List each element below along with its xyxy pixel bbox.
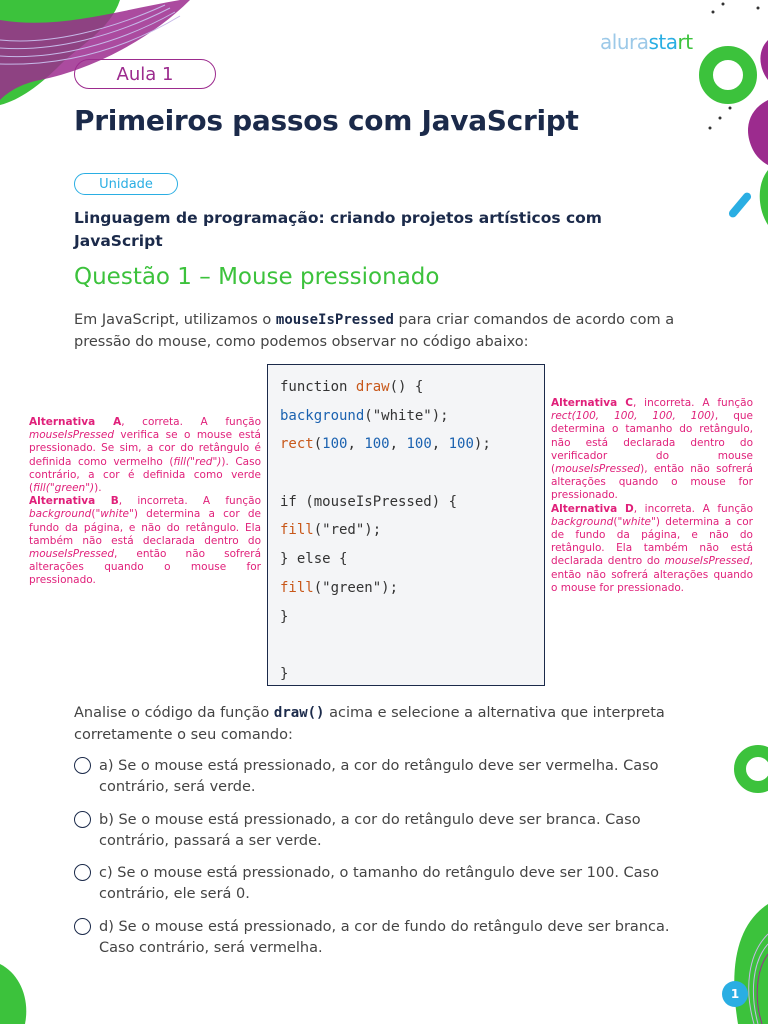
feedback-c-label: Alternativa C [551, 397, 634, 409]
feedback-text: , incorreta. A função [633, 502, 753, 515]
code-token: ); [473, 436, 491, 453]
logo-part: alura [600, 30, 649, 54]
feedback-left [29, 416, 261, 588]
feedback-italic: background [29, 508, 92, 521]
code-line: } [280, 665, 289, 682]
feedback-d-label: Alternativa D [551, 502, 634, 515]
code-token: 100 [448, 436, 474, 453]
intro-text: Em JavaScript, utilizamos o [74, 312, 276, 328]
unit-badge: Unidade [74, 173, 178, 195]
option-d[interactable] [74, 917, 700, 971]
feedback-b-label: Alternativa B [29, 495, 119, 508]
feedback-text: , correta. A função [121, 416, 261, 428]
bottom-left-decoration [0, 954, 40, 1024]
feedback-text: ). [94, 482, 102, 495]
code-token: 100 [364, 436, 390, 453]
answer-options [74, 756, 700, 970]
prompt-text: Analise o código da função [74, 705, 274, 721]
code-token: , [431, 436, 449, 453]
radio-button-d[interactable] [74, 918, 91, 935]
option-b[interactable] [74, 810, 700, 864]
intro-code: mouseIsPressed [275, 312, 394, 328]
code-block [267, 364, 545, 686]
option-c[interactable] [74, 863, 700, 917]
option-b-label: b) Se o mouse está pressionado, a cor do retângulo deve ser branca. Caso contrário, passará a ser verde. [99, 811, 641, 849]
feedback-italic: white [100, 508, 130, 521]
code-line-blank [280, 459, 532, 488]
code-line [280, 402, 532, 431]
feedback-italic: mouseIsPressed [29, 548, 114, 561]
feedback-text: verifica se o mouse está pressionado. Se sim, a cor do retângulo é definida como vermelho ( [29, 429, 261, 468]
code-token: 100 [322, 436, 348, 453]
question-intro [74, 309, 704, 353]
feedback-text: , então não sofrerá alterações quando o mouse for pressionado. [29, 548, 261, 587]
feedback-italic: fill("green") [33, 482, 95, 495]
feedback-b [29, 495, 261, 587]
code-token: fill [280, 579, 314, 596]
option-d-label: d) Se o mouse está pressionado, a cor de fundo do retângulo deve ser branca. Caso contrário, será vermelha. [99, 918, 670, 956]
code-line [280, 574, 532, 603]
code-line-blank [280, 631, 532, 660]
feedback-italic: mouseIsPressed [555, 463, 641, 476]
feedback-a-label: Alternativa A [29, 416, 122, 428]
feedback-italic: background [551, 515, 614, 528]
code-token: function [280, 379, 356, 395]
feedback-text: , incorreta. A função [633, 397, 753, 409]
unit-title: Linguagem de programação: criando projetos artísticos com JavaScript [74, 209, 602, 250]
code-line [280, 373, 532, 402]
code-token: ("green"); [313, 579, 399, 596]
feedback-right [551, 397, 753, 595]
intro-text: para criar comandos de acordo com a pressão do mouse, como podemos observar no código abaixo: [74, 312, 675, 350]
prompt-code: draw() [273, 705, 325, 721]
option-a[interactable] [74, 756, 700, 810]
feedback-c [551, 397, 753, 503]
code-token: fill [280, 522, 314, 539]
code-line [280, 516, 532, 545]
code-token: 100 [406, 436, 432, 453]
code-line: } [280, 608, 289, 625]
page-title: Primeiros passos com JavaScript [74, 104, 579, 137]
code-token: ( [313, 436, 323, 453]
radio-button-a[interactable] [74, 757, 91, 774]
feedback-a [29, 416, 261, 495]
logo-part: sta [648, 30, 678, 54]
top-right-decoration [698, 0, 768, 240]
question-prompt [74, 702, 704, 746]
feedback-text: ), então não sofrerá alterações quando o mouse for pressionado. [551, 463, 753, 502]
code-token: draw [355, 379, 390, 395]
code-token: background [280, 407, 365, 424]
feedback-text: , incorreta. A função [118, 495, 261, 508]
feedback-text: (" [91, 508, 101, 521]
prompt-text: acima e selecione a alternativa que interpreta corretamente o seu comando: [74, 705, 665, 743]
code-token: , [389, 436, 407, 453]
code-line [280, 430, 532, 459]
feedback-text: (" [613, 515, 623, 528]
feedback-d [551, 503, 753, 595]
feedback-italic: fill("red") [173, 455, 222, 468]
code-token: ("white"); [364, 407, 449, 424]
feedback-text: ") determina a cor de fundo da página, e não do retângulo. Ela também não está declarada dentro do [551, 515, 753, 568]
option-c-label: c) Se o mouse está pressionado, o tamanho do retângulo deve ser 100. Caso contrário, ele será 0. [99, 865, 659, 902]
radio-button-b[interactable] [74, 811, 91, 828]
feedback-text: ). Caso contrário, a cor é definida como verde ( [29, 455, 262, 495]
feedback-italic: white [622, 515, 652, 528]
feedback-italic: mouseIsPressed [29, 429, 114, 442]
feedback-italic: mouseIsPressed [664, 555, 750, 568]
question-title: Questão 1 – Mouse pressionado [74, 264, 440, 290]
code-token: rect [280, 436, 314, 453]
feedback-italic: rect(100, 100, 100, 100) [551, 410, 715, 423]
lesson-badge: Aula 1 [74, 59, 216, 89]
alurastart-logo [600, 30, 693, 54]
code-line: if (mouseIsPressed) { [280, 493, 458, 510]
code-token: , [347, 436, 365, 453]
feedback-text: ") determina a cor de fundo da página, e não do retângulo. Ela também não está declarada dentro do [29, 508, 261, 547]
feedback-text: , que determina o tamanho do retângulo, não está declarada dentro do verificador do mouse ( [551, 410, 753, 476]
code-line: } else { [280, 551, 348, 568]
code-token: ("red"); [313, 522, 382, 539]
page-number: 1 [722, 981, 748, 1007]
code-token: () { [389, 379, 424, 395]
option-a-label: a) Se o mouse está pressionado, a cor do retângulo deve ser vermelha. Caso contrário, será verde. [99, 758, 659, 795]
logo-part: rt [677, 30, 693, 54]
radio-button-c[interactable] [74, 864, 91, 881]
feedback-text: , então não sofrerá alterações quando o mouse for pressionado. [551, 555, 753, 594]
